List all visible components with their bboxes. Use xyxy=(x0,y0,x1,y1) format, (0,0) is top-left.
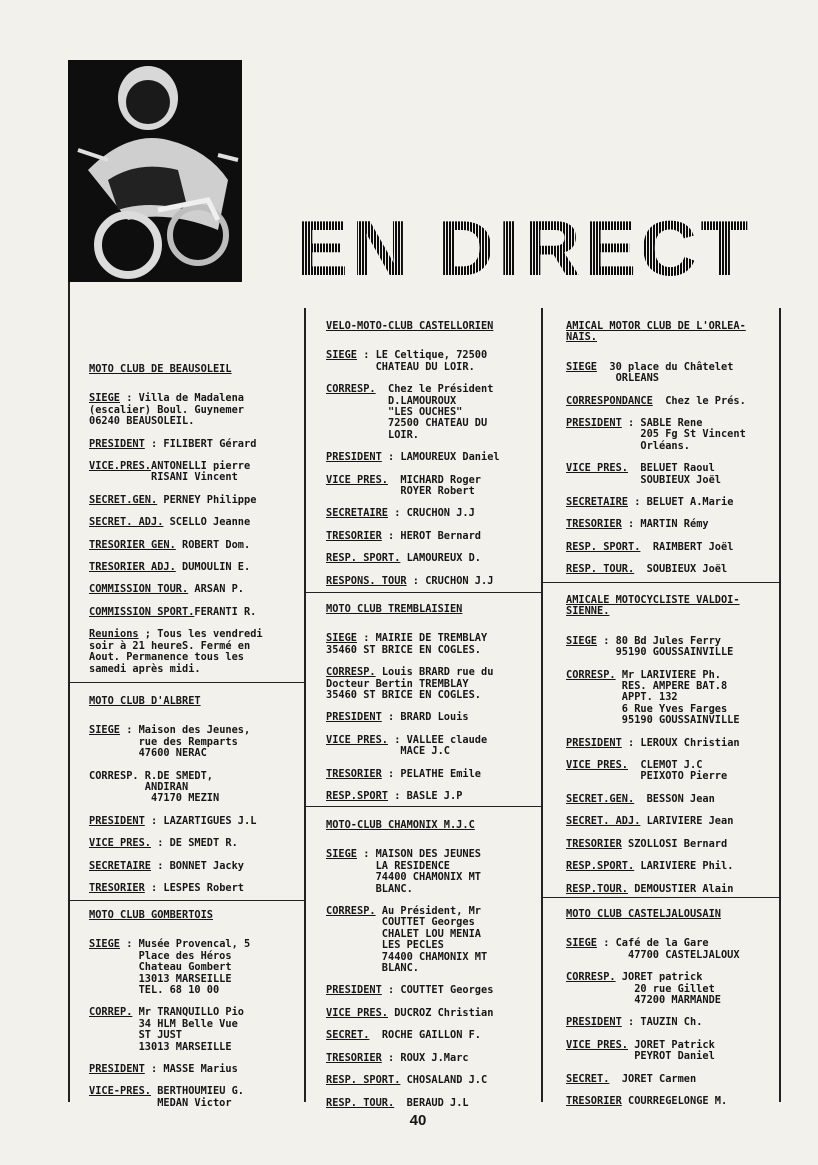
entry-label: TRESORIER xyxy=(326,767,382,780)
entry-separator: : xyxy=(381,451,401,464)
club-entry xyxy=(326,553,500,564)
club-entry xyxy=(566,362,746,385)
entry-value: Au Président, Mr COUTTET Georges CHALET LOU MENIA LES PECLES 74400 CHAMONIX MT BLANC. xyxy=(381,905,488,975)
entry-value: Chez le Prés. xyxy=(665,394,746,407)
entry-label: SIEGE xyxy=(326,349,357,362)
entry-value: DUCROZ Christian xyxy=(394,1006,494,1019)
entry-value: CRUCHON J.J xyxy=(406,507,475,520)
entry-value: PERNEY Philippe xyxy=(163,493,257,506)
entry-value: PELATHE Emile xyxy=(400,767,481,780)
club-entry xyxy=(566,972,740,1006)
club-entry xyxy=(89,495,263,506)
club-section xyxy=(89,910,250,1120)
entry-value: DEMOUSTIER Alain xyxy=(634,882,734,895)
club-entry xyxy=(89,816,256,827)
entry-label: SECRET. xyxy=(326,1029,370,1042)
column-divider xyxy=(304,308,306,1102)
entry-value: BERAUD J.L xyxy=(406,1096,469,1109)
entry-separator: : xyxy=(621,1016,641,1029)
entry-separator xyxy=(634,793,646,805)
entry-value: DUMOULIN E. xyxy=(182,561,251,574)
entry-label: PRESIDENT xyxy=(326,451,382,464)
entry-label: SIEGE xyxy=(89,724,120,737)
club-entry xyxy=(89,838,256,849)
entry-separator: : xyxy=(381,529,401,542)
entry-value: MAISON DES JEUNES LA RESIDENCE 74400 CHAMONIX MT BLANC. xyxy=(375,848,481,895)
entry-value: LEROUX Christian xyxy=(640,736,740,749)
entry-label: VICE PRES. xyxy=(326,733,388,746)
entry-label: SECRET. ADJ. xyxy=(566,815,641,828)
entry-value: 80 Bd Jules Ferry 95190 GOUSSAINVILLE xyxy=(615,634,734,659)
entry-separator: : xyxy=(597,937,616,950)
entry-value: BONNET Jacky xyxy=(169,859,245,872)
entry-separator: : xyxy=(144,814,164,827)
club-entry xyxy=(566,1017,740,1028)
entry-separator xyxy=(653,395,665,407)
club-entry xyxy=(566,1074,740,1085)
entry-label: VICE PRES. xyxy=(566,462,628,475)
entry-separator: : xyxy=(388,733,407,746)
entry-value: MAIRIE DE TREMBLAY 35460 ST BRICE EN COGLES. xyxy=(326,632,488,656)
entry-value: JORET Patrick PEYROT Daniel xyxy=(634,1038,715,1063)
entry-label: SECRET.GEN. xyxy=(566,792,635,805)
club-title: MOTO CLUB DE BEAUSOLEIL xyxy=(89,363,232,375)
entry-label: PRESIDENT xyxy=(89,437,145,450)
entry-label: PRESIDENT xyxy=(326,711,382,724)
club-entry xyxy=(326,1053,493,1064)
club-entry xyxy=(326,906,493,974)
page-number: 40 xyxy=(409,1112,427,1129)
entry-separator xyxy=(634,563,646,575)
entry-value: Musée Provencal, 5 Place des Héros Chateau Gombert 13013 MARSEILLE TEL. 68 10 00 xyxy=(138,938,251,997)
entry-label: VICE PRES. xyxy=(566,759,628,772)
entry-value: HEROT Bernard xyxy=(400,529,481,542)
entry-label: COMMISSION TOUR. xyxy=(89,583,189,596)
entry-value: RAIMBERT Joël xyxy=(652,540,734,553)
club-entry xyxy=(326,735,493,758)
entry-separator xyxy=(394,1097,406,1109)
entry-label: TRESORIER xyxy=(89,882,145,895)
entry-label: RESP.TOUR. xyxy=(566,882,628,895)
entry-label: CORRESP. xyxy=(566,668,616,681)
club-entry xyxy=(89,584,263,595)
entry-label: CORRESP. xyxy=(326,383,376,396)
entry-separator: : xyxy=(357,848,376,861)
entry-separator: : xyxy=(621,518,641,531)
entry-value: SOUBIEUX Joël xyxy=(646,563,728,576)
entry-separator xyxy=(640,541,652,553)
entry-separator: : xyxy=(628,496,647,509)
entry-value: Maison des Jeunes, rue des Remparts 47600 NERAC xyxy=(138,724,251,760)
entry-label: SIEGE xyxy=(326,632,357,645)
entry-label: PRESIDENT xyxy=(566,417,622,430)
club-entry xyxy=(89,725,256,759)
entry-value: JORET patrick 20 rue Gillet 47200 MARMANDE xyxy=(621,971,721,1007)
entry-label: CORRESP. xyxy=(566,971,616,984)
club-entry xyxy=(326,849,493,895)
entry-value: ARSAN P. xyxy=(194,583,245,596)
club-entry xyxy=(566,794,740,805)
entry-value: CORRESP. R.DE SMEDT, ANDIRAN 47170 MEZIN xyxy=(89,769,220,805)
club-entry xyxy=(566,738,740,749)
entry-label: VICE PRES. xyxy=(89,837,151,850)
club-entry xyxy=(89,939,250,996)
club-entry xyxy=(326,384,500,441)
club-entry xyxy=(89,1007,250,1053)
entry-value: SABLE Rene 205 Fg St Vincent Orléans. xyxy=(640,417,746,452)
entry-label: CORRESP. xyxy=(326,666,376,679)
club-entry xyxy=(326,452,500,463)
club-entry xyxy=(89,1064,250,1075)
entry-separator: : xyxy=(381,711,401,724)
club-entry xyxy=(566,670,740,727)
entry-value: COURREGELONGE M. xyxy=(628,1095,728,1108)
entry-value: LESPES Robert xyxy=(163,882,244,895)
entry-value: DE SMEDT R. xyxy=(169,837,238,850)
entry-label: RESPONS. TOUR xyxy=(326,574,407,587)
club-entry xyxy=(566,1040,740,1063)
entry-label: PRESIDENT xyxy=(566,1016,622,1029)
entry-label: TRESORIER xyxy=(566,837,622,850)
club-entry xyxy=(89,439,263,450)
entry-label: PRESIDENT xyxy=(89,1063,145,1076)
entry-separator: : xyxy=(388,790,407,803)
entry-separator: : xyxy=(144,1063,164,1076)
entry-separator: : xyxy=(381,1051,401,1064)
club-title: MOTO-CLUB CHAMONIX M.J.C xyxy=(326,819,475,831)
club-section xyxy=(326,604,493,813)
entry-value: ROUX J.Marc xyxy=(400,1051,469,1064)
club-entry xyxy=(326,576,500,587)
club-entry xyxy=(566,497,746,508)
entry-label: VICE PRES. xyxy=(566,1038,628,1051)
club-entry xyxy=(89,393,263,427)
club-entry xyxy=(89,1086,250,1109)
club-entry xyxy=(326,1098,493,1109)
entry-label: CORREP. xyxy=(89,1006,133,1019)
entry-label: VICE-PRES. xyxy=(89,1085,151,1098)
club-section xyxy=(326,321,500,598)
entry-value: BRARD Louis xyxy=(400,711,469,724)
club-entry xyxy=(89,629,263,675)
rider-photo xyxy=(68,60,242,282)
entry-value: Mr LARIVIERE Ph. RES. AMPERE BAT.8 APPT. 132 6 Rue Yves Farges 95190 GOUSSAINVILLE xyxy=(621,668,740,727)
entry-label: RESP. SPORT. xyxy=(326,1074,401,1087)
entry-value: SCELLO Jeanne xyxy=(169,516,251,529)
entry-separator: : xyxy=(357,632,376,645)
entry-label: SECRET. ADJ. xyxy=(89,516,164,529)
entry-separator: : xyxy=(120,724,139,737)
club-entry xyxy=(566,839,740,850)
entry-value: Mr TRANQUILLO Pio 34 HLM Belle Vue ST JUST 13013 MARSEILLE xyxy=(138,1006,244,1053)
entry-value: Café de la Gare 47700 CASTELJALOUX xyxy=(615,937,740,961)
entry-value: BELUET Raoul SOUBIEUX Joël xyxy=(640,462,721,486)
club-section xyxy=(326,820,493,1120)
club-entry xyxy=(566,396,746,407)
club-section xyxy=(566,909,740,1118)
club-entry xyxy=(326,1008,493,1019)
entry-separator xyxy=(376,383,388,395)
club-entry xyxy=(566,938,740,961)
club-entry xyxy=(566,884,740,895)
club-entry xyxy=(89,861,256,872)
entry-value: MICHARD Roger ROYER Robert xyxy=(400,473,481,498)
club-entry xyxy=(326,1030,493,1041)
entry-value: ROBERT Dom. xyxy=(182,538,251,551)
club-entry xyxy=(326,791,493,802)
entry-label: SIEGE xyxy=(89,938,120,951)
entry-label: SECRETAIRE xyxy=(89,859,151,872)
entry-label: SIEGE xyxy=(326,848,357,861)
entry-label: SECRET.GEN. xyxy=(89,493,158,506)
entry-separator xyxy=(628,759,640,771)
club-title: VELO-MOTO-CLUB CASTELLORIEN xyxy=(326,320,494,332)
entry-label: RESP.SPORT xyxy=(326,790,388,803)
entry-separator: : xyxy=(151,837,170,850)
club-entry xyxy=(566,760,740,783)
entry-separator xyxy=(369,1029,381,1041)
entry-value: BELUET A.Marie xyxy=(646,496,734,509)
club-entry xyxy=(326,667,493,701)
entry-value: BASLE J.P xyxy=(406,790,463,803)
page-title xyxy=(268,204,780,292)
club-entry xyxy=(326,1075,493,1086)
entry-separator: : xyxy=(621,736,641,749)
entry-label: CORRESPONDANCE xyxy=(566,394,653,407)
entry-label: SIEGE xyxy=(566,360,597,373)
entry-value: FILIBERT Gérard xyxy=(163,437,257,450)
entry-value: FERANTI R. xyxy=(194,605,257,618)
entry-label: TRESORIER xyxy=(326,1051,382,1064)
entry-value: JORET Carmen xyxy=(621,1072,697,1085)
club-entry xyxy=(89,517,263,528)
entry-label: SECRETAIRE xyxy=(326,507,388,520)
entry-value: BERTHOUMIEU G. MEDAN Victor xyxy=(157,1085,244,1109)
entry-label: TRESORIER GEN. xyxy=(89,538,176,551)
entry-value: MASSE Marius xyxy=(163,1063,238,1076)
entry-label: TRESORIER xyxy=(566,518,622,531)
entry-value: VALLEE claude MACE J.C xyxy=(400,733,488,758)
entry-label: TRESORIER xyxy=(326,529,382,542)
entry-label: SECRET. xyxy=(566,1072,610,1085)
entry-separator xyxy=(609,1073,621,1085)
entry-value: ROCHE GAILLON F. xyxy=(381,1029,482,1042)
entry-separator: : xyxy=(120,392,139,405)
entry-separator xyxy=(388,474,400,486)
entry-label: COMMISSION SPORT. xyxy=(89,605,195,618)
entry-label: TRESORIER ADJ. xyxy=(89,561,176,574)
entry-label: RESP. TOUR. xyxy=(326,1096,395,1109)
entry-value: Tous les vendredi soir à 21 heureS. Fermé en Aout. Permanence tous les samedi après midi. xyxy=(89,628,263,675)
entry-separator: : xyxy=(144,882,164,895)
club-section xyxy=(89,364,263,686)
club-entry xyxy=(89,540,263,551)
club-title: AMICAL MOTOR CLUB DE L'ORLEA- NAIS. xyxy=(566,320,746,344)
entry-value: CHOSALAND J.C xyxy=(406,1074,488,1087)
entry-separator: : xyxy=(120,938,139,951)
entry-value: Villa de Madalena (escalier) Boul. Guynemer 06240 BEAUSOLEIL. xyxy=(89,392,244,428)
entry-label: SIEGE xyxy=(89,392,120,405)
entry-label: RESP. TOUR. xyxy=(566,563,635,576)
entry-label: PRESIDENT xyxy=(89,814,145,827)
entry-value: LE Celtique, 72500 CHATEAU DU LOIR. xyxy=(375,349,488,373)
club-entry xyxy=(566,542,746,553)
entry-label: VICE.PRES. xyxy=(89,460,151,473)
entry-value: Louis BRARD rue du Docteur Bertin TREMBLAY 35460 ST BRICE EN COGLES. xyxy=(326,666,494,702)
club-title: MOTO CLUB GOMBERTOIS xyxy=(89,909,213,921)
entry-value: LAMOUREUX Daniel xyxy=(400,451,500,464)
entry-value: ANTONELLI pierre RISANI Vincent xyxy=(150,460,251,484)
club-entry xyxy=(566,816,740,827)
entry-value: Chez le Président D.LAMOUROUX "LES OUCHES" 72500 CHATEAU DU LOIR. xyxy=(387,383,494,441)
entry-separator xyxy=(628,462,640,474)
club-entry xyxy=(326,350,500,373)
club-entry xyxy=(566,519,746,530)
club-entry xyxy=(89,771,256,805)
entry-value: CRUCHON J.J xyxy=(425,574,494,587)
ghost-text xyxy=(300,80,317,149)
club-entry xyxy=(566,463,746,486)
entry-label: PRESIDENT xyxy=(326,984,382,997)
entry-value: MARTIN Rémy xyxy=(640,518,709,531)
club-entry xyxy=(326,985,493,996)
entry-value: SZOLLOSI Bernard xyxy=(628,837,728,850)
entry-separator xyxy=(597,361,609,373)
entry-value: TAUZIN Ch. xyxy=(640,1016,703,1029)
entry-label: TRESORIER xyxy=(566,1095,622,1108)
club-section xyxy=(89,696,256,905)
club-entry xyxy=(566,636,740,659)
entry-label: RESP.SPORT. xyxy=(566,860,635,873)
club-title: MOTO CLUB CASTELJALOUSAIN xyxy=(566,908,721,920)
club-entry xyxy=(326,531,500,542)
entry-separator: : xyxy=(406,574,426,587)
entry-separator: : xyxy=(144,437,164,450)
club-entry xyxy=(326,475,500,498)
entry-value: BESSON Jean xyxy=(646,792,715,805)
entry-separator: : xyxy=(621,417,641,430)
entry-separator: : xyxy=(381,984,401,997)
entry-value: CLEMOT J.C PEIXOTO Pierre xyxy=(640,759,728,783)
entry-label: PRESIDENT xyxy=(566,736,622,749)
club-title: AMICALE MOTOCYCLISTE VALDOI- SIENNE. xyxy=(566,594,740,618)
club-entry xyxy=(326,508,500,519)
entry-value: LAMOUREUX D. xyxy=(406,552,482,565)
club-entry xyxy=(89,461,263,484)
entry-value: COUTTET Georges xyxy=(400,984,494,997)
club-entry xyxy=(326,712,493,723)
entry-separator: ; xyxy=(138,628,158,641)
entry-separator: : xyxy=(597,634,616,647)
club-entry xyxy=(89,562,263,573)
entry-separator: : xyxy=(388,507,407,520)
entry-label: Reunions xyxy=(89,628,139,641)
club-section xyxy=(566,595,740,906)
column-divider xyxy=(68,282,70,1102)
entry-label: SIEGE xyxy=(566,634,597,647)
entry-label: VICE PRES. xyxy=(326,473,388,486)
entry-label: VICE PRES. xyxy=(326,1006,388,1019)
club-title: MOTO CLUB TREMBLAISIEN xyxy=(326,603,463,615)
entry-label: SIEGE xyxy=(566,937,597,950)
club-entry xyxy=(326,769,493,780)
column-divider xyxy=(541,308,543,1102)
entry-value: 30 place du Châtelet ORLEANS xyxy=(609,360,734,385)
entry-label: SECRETAIRE xyxy=(566,496,628,509)
club-title: MOTO CLUB D'ALBRET xyxy=(89,695,201,707)
club-entry xyxy=(566,418,746,452)
entry-value: LARIVIERE Phil. xyxy=(640,860,734,873)
entry-separator: : xyxy=(381,767,401,780)
entry-separator: : xyxy=(151,859,170,872)
entry-value: LAZARTIGUES J.L xyxy=(163,814,257,827)
club-entry xyxy=(89,607,263,618)
entry-separator: : xyxy=(357,349,376,362)
column-divider xyxy=(779,308,781,1102)
entry-label: RESP. SPORT. xyxy=(566,540,641,553)
club-entry xyxy=(89,883,256,894)
entry-label: RESP. SPORT. xyxy=(326,552,401,565)
club-entry xyxy=(566,564,746,575)
club-entry xyxy=(566,1096,740,1107)
entry-value: LARIVIERE Jean xyxy=(646,815,734,828)
page-title-text: EN DIRECT xyxy=(295,204,753,292)
club-entry xyxy=(566,861,740,872)
entry-label: CORRESP. xyxy=(326,905,376,918)
club-entry xyxy=(326,633,493,656)
club-section xyxy=(566,321,746,587)
